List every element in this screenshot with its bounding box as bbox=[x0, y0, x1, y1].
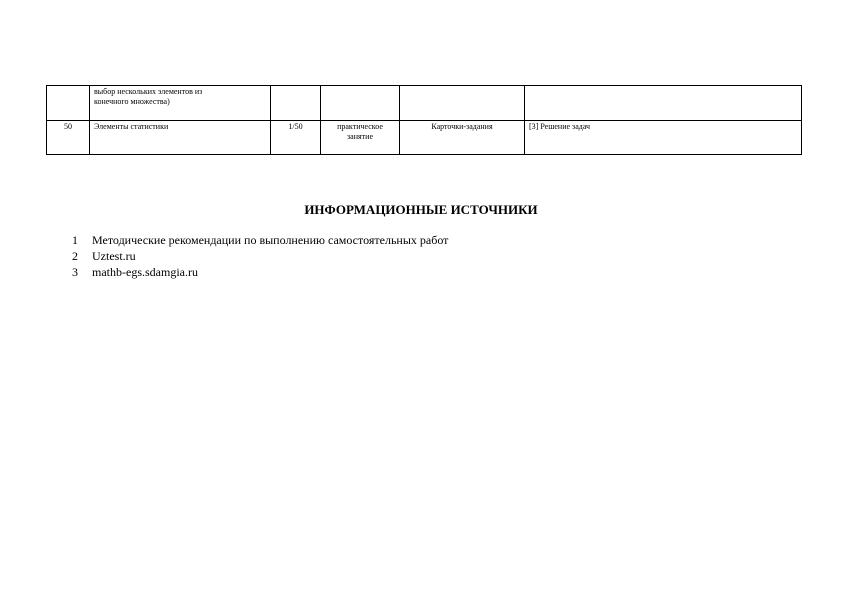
lesson-task-cell bbox=[525, 86, 802, 121]
lesson-topic-cell bbox=[90, 86, 271, 121]
table-row bbox=[47, 86, 802, 121]
lesson-material-cell bbox=[400, 86, 525, 121]
source-text: mathb-egs.sdamgia.ru bbox=[92, 265, 198, 279]
table-row bbox=[47, 121, 802, 155]
sources-heading: ИНФОРМАЦИОННЫЕ ИСТОЧНИКИ bbox=[304, 202, 538, 217]
lesson-topic-cell bbox=[90, 121, 271, 155]
lesson-topic-line: Элементы статистики bbox=[94, 122, 169, 131]
lesson-number-cell: 50 bbox=[47, 121, 90, 155]
sources-list bbox=[72, 232, 448, 280]
lesson-topic-line: конечного множества) bbox=[94, 97, 170, 106]
source-item bbox=[72, 264, 448, 280]
source-item bbox=[72, 232, 448, 248]
source-item bbox=[72, 248, 448, 264]
lesson-hours-cell bbox=[271, 86, 321, 121]
source-number: 1 bbox=[72, 233, 78, 247]
lesson-material-cell: Карточки-задания bbox=[400, 121, 525, 155]
lesson-plan-table bbox=[46, 85, 802, 155]
lesson-task-cell: [3] Решение задач bbox=[525, 121, 802, 155]
lesson-type-cell bbox=[321, 86, 400, 121]
lesson-hours-cell: 1/50 bbox=[271, 121, 321, 155]
lesson-type-cell bbox=[321, 121, 400, 155]
lesson-number-cell bbox=[47, 86, 90, 121]
source-text: Uztest.ru bbox=[92, 249, 136, 263]
source-number: 2 bbox=[72, 249, 78, 263]
source-number: 3 bbox=[72, 265, 78, 279]
lesson-type-line: занятие bbox=[347, 132, 373, 141]
source-text: Методические рекомендации по выполнению самостоятельных работ bbox=[92, 233, 449, 247]
lesson-type-line: практическое bbox=[337, 122, 383, 131]
lesson-topic-line: выбор нескольких элементов из bbox=[94, 87, 203, 96]
